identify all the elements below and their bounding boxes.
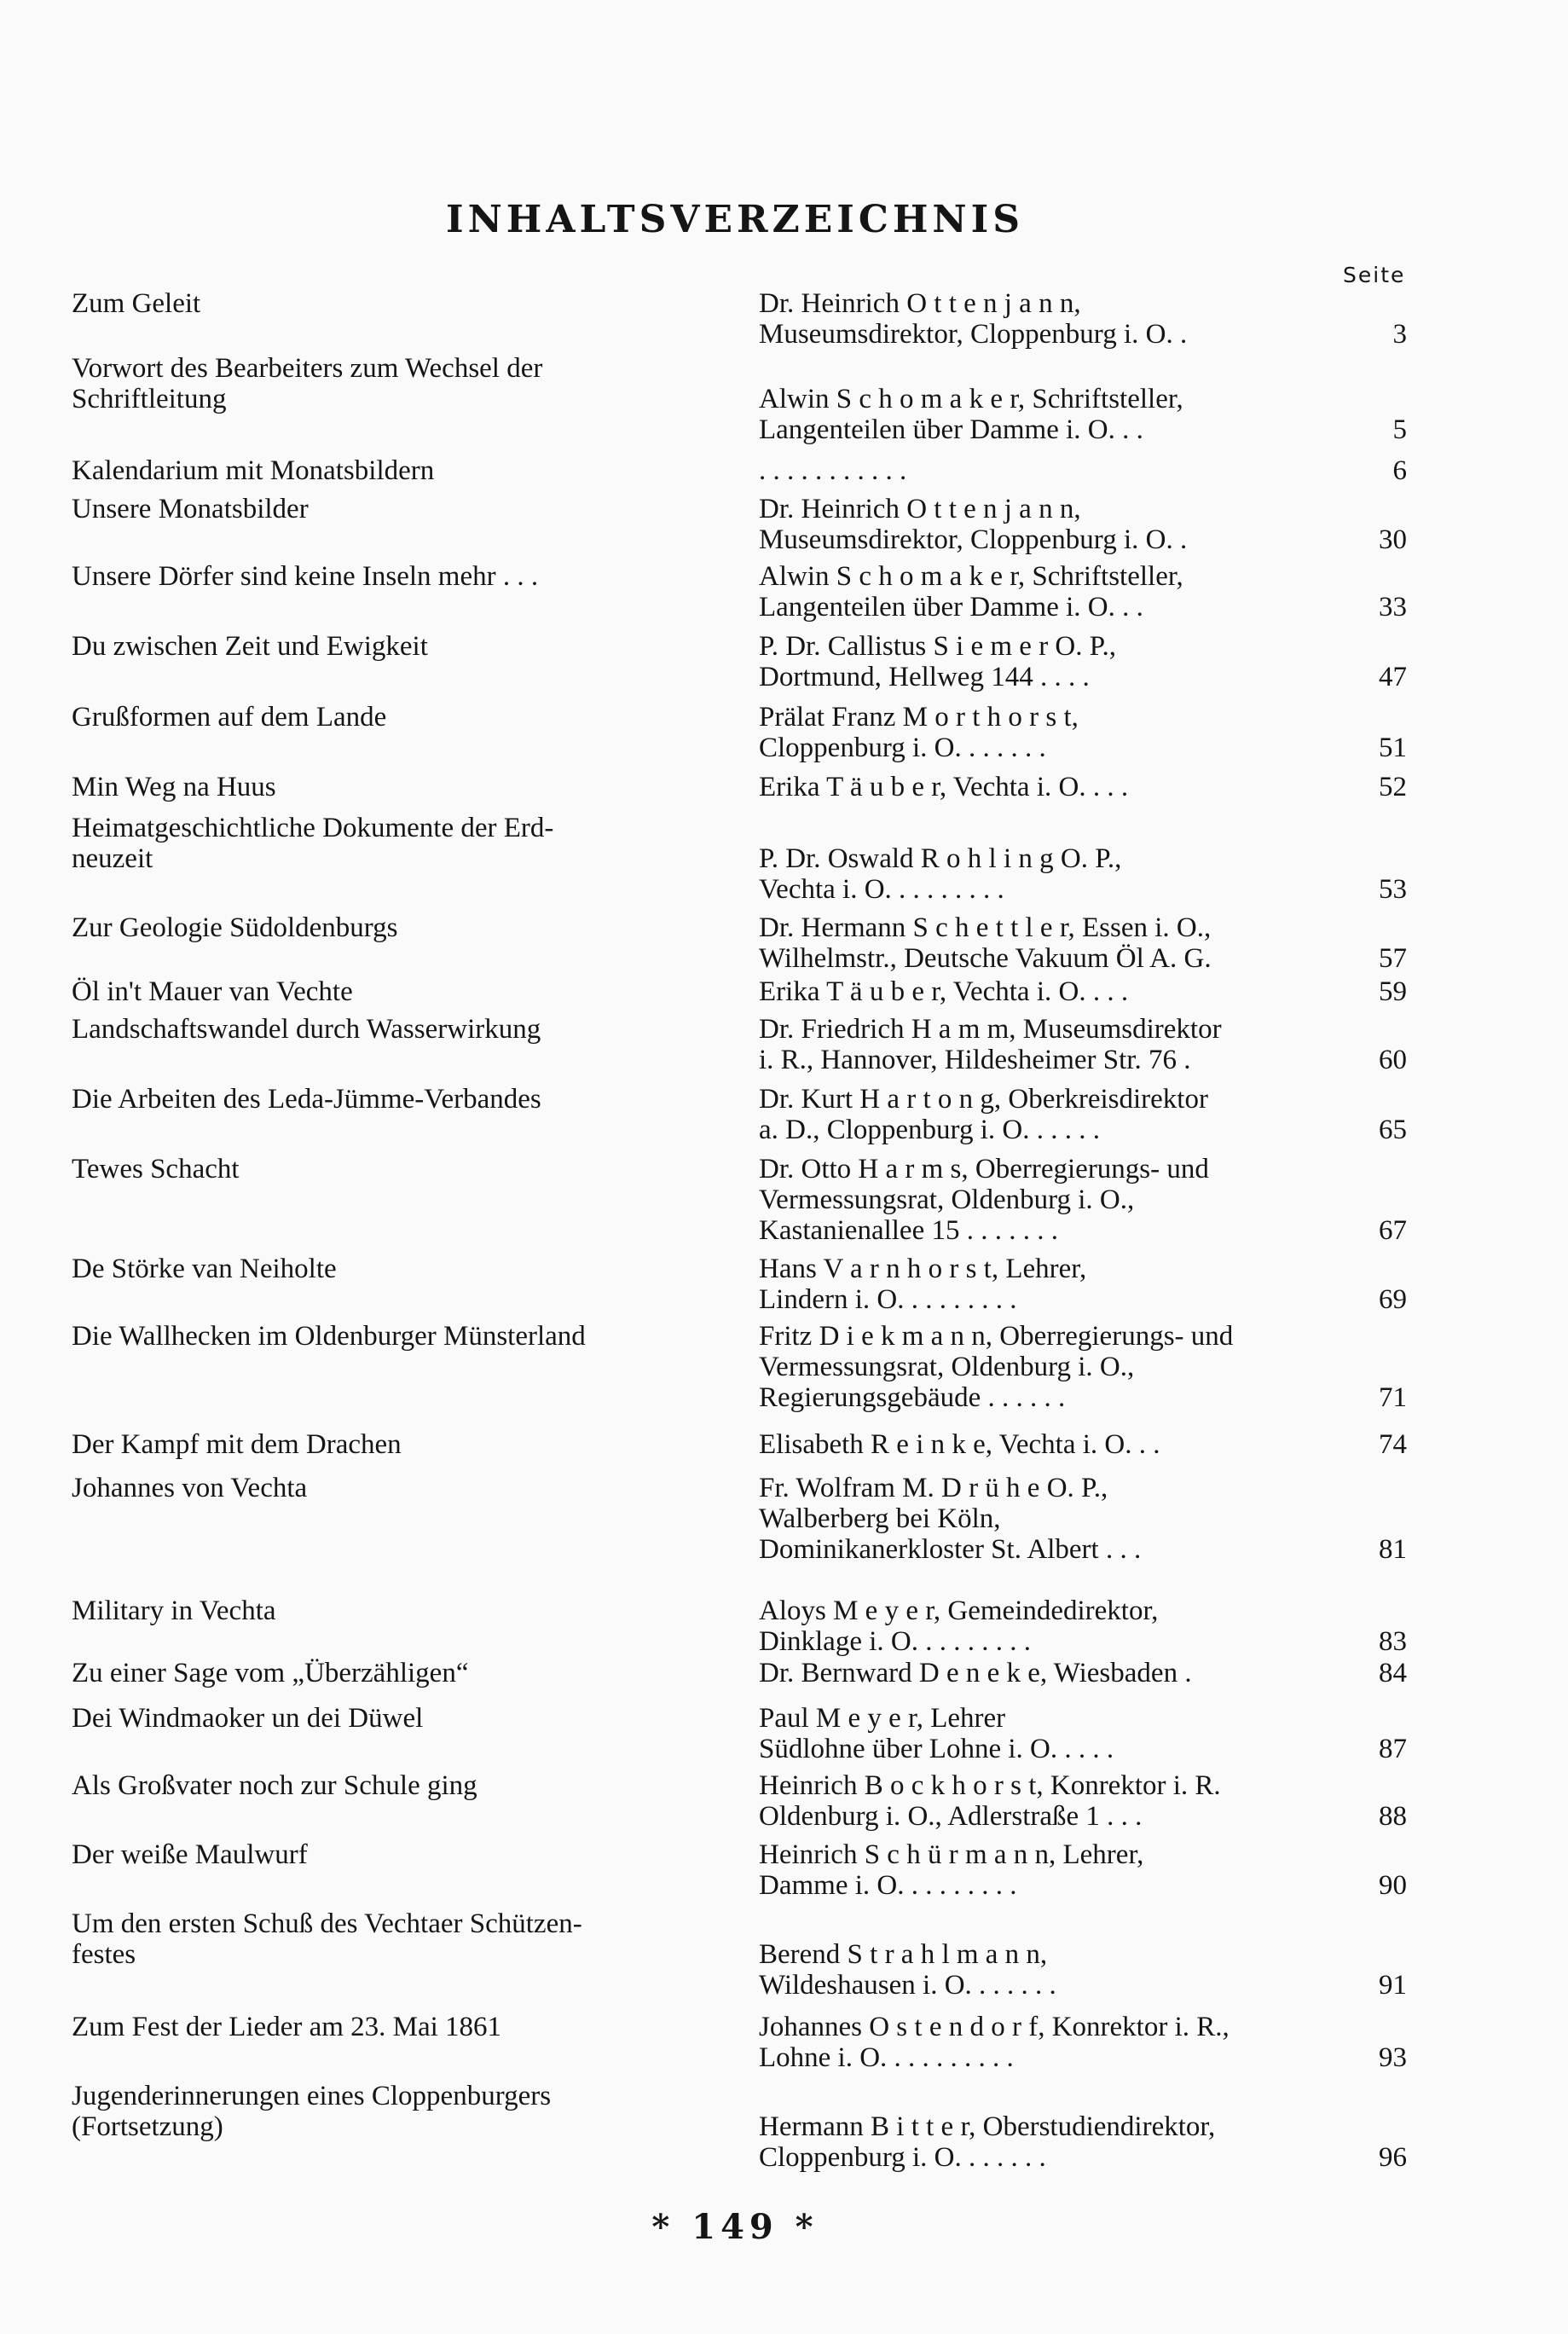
- entry-author-line: Paul M e y e r, Lehrer: [759, 1703, 1006, 1734]
- entry-author-line: Museumsdirektor, Cloppenburg i. O. .: [759, 524, 1188, 555]
- entry-author-line: Dortmund, Hellweg 144 . . . .: [759, 662, 1090, 692]
- entry-title: [72, 2081, 728, 2142]
- entry-author-line: Heinrich B o c k h o r s t, Konrektor i. R.: [759, 1770, 1221, 1801]
- entry-page-number: 30: [1379, 524, 1407, 555]
- entry-author-line: P. Dr. Oswald R o h l i n g O. P.,: [759, 843, 1122, 874]
- entry-author: [759, 1429, 1347, 1460]
- entry-title-line: Tewes Schacht: [72, 1154, 240, 1184]
- entry-author-line: Damme i. O. . . . . . . . .: [759, 1870, 1017, 1901]
- entry-title: [72, 1908, 728, 1970]
- page-column-label: Seite: [1343, 263, 1406, 287]
- entry-author: [759, 976, 1347, 1007]
- entry-author: [759, 1084, 1347, 1145]
- entry-title: [72, 1658, 728, 1688]
- entry-title-line: Um den ersten Schuß des Vechtaer Schützen-: [72, 1908, 582, 1939]
- entry-author-line: [759, 2081, 1347, 2111]
- entry-author-line: Hans V a r n h o r s t, Lehrer,: [759, 1254, 1087, 1284]
- entry-title: [72, 494, 728, 524]
- entry-title: [72, 1254, 728, 1284]
- entry-title-line: Kalendarium mit Monatsbildern: [72, 455, 435, 486]
- entry-author: [759, 353, 1347, 445]
- page-title: INHALTSVERZEICHNIS: [445, 198, 1025, 241]
- entry-title-line: Military in Vechta: [72, 1596, 276, 1626]
- entry-title-line: Grußformen auf dem Lande: [72, 702, 387, 733]
- entry-author: [759, 1154, 1347, 1246]
- entry-author: [759, 631, 1347, 692]
- entry-title: [72, 1154, 728, 1184]
- entry-title: [72, 561, 728, 592]
- entry-page-number: 53: [1379, 874, 1407, 905]
- entry-title-line: festes: [72, 1939, 136, 1970]
- entry-title: [72, 772, 728, 802]
- entry-author-line: Kastanienallee 15 . . . . . . .: [759, 1215, 1058, 1246]
- entry-author: [759, 772, 1347, 802]
- entry-author-line: Fritz D i e k m a n n, Oberregierungs- und: [759, 1321, 1234, 1352]
- entry-page-number: 57: [1379, 943, 1407, 974]
- entry-title: [72, 288, 728, 319]
- entry-title-line: Zur Geologie Südoldenburgs: [72, 912, 398, 943]
- entry-page-number: 90: [1379, 1870, 1407, 1901]
- entry-author-line: Walberberg bei Köln,: [759, 1503, 1001, 1534]
- entry-title: [72, 912, 728, 943]
- entry-author-line: Dr. Otto H a r m s, Oberregierungs- und: [759, 1154, 1209, 1184]
- entry-author: [759, 1473, 1347, 1565]
- entry-title-line: Unsere Dörfer sind keine Inseln mehr . . .: [72, 561, 539, 592]
- entry-title: [72, 1084, 728, 1115]
- entry-author-line: Dr. Friedrich H a m m, Museumsdirektor: [759, 1014, 1222, 1045]
- entry-author-line: Langenteilen über Damme i. O. . .: [759, 414, 1143, 445]
- entry-page-number: 67: [1379, 1215, 1407, 1246]
- entry-page-number: 84: [1379, 1658, 1407, 1688]
- entry-page-number: 47: [1379, 662, 1407, 692]
- entry-author-line: Dr. Heinrich O t t e n j a n n,: [759, 288, 1081, 319]
- entry-author-line: [759, 1908, 1347, 1939]
- entry-title: [72, 976, 728, 1007]
- entry-author: [759, 813, 1347, 905]
- entry-author-line: Wilhelmstr., Deutsche Vakuum Öl A. G.: [759, 943, 1212, 974]
- entry-title: [72, 813, 728, 874]
- entry-author-line: Lohne i. O. . . . . . . . . .: [759, 2042, 1014, 2073]
- entry-author-line: Dr. Bernward D e n e k e, Wiesbaden .: [759, 1658, 1192, 1688]
- entry-author: [759, 1839, 1347, 1901]
- entry-title: [72, 2012, 728, 2042]
- entry-title-line: Die Wallhecken im Oldenburger Münsterland: [72, 1321, 586, 1352]
- entry-author-line: Langenteilen über Damme i. O. . .: [759, 592, 1143, 623]
- entry-author-line: Südlohne über Lohne i. O. . . . .: [759, 1734, 1114, 1764]
- entry-author-line: Wildeshausen i. O. . . . . . .: [759, 1970, 1056, 2001]
- entry-author-line: Fr. Wolfram M. D r ü h e O. P.,: [759, 1473, 1108, 1503]
- entry-page-number: 88: [1379, 1801, 1407, 1832]
- entry-author-line: Erika T ä u b e r, Vechta i. O. . . .: [759, 772, 1129, 802]
- entry-author-line: Heinrich S c h ü r m a n n, Lehrer,: [759, 1839, 1144, 1870]
- entry-title-line: Der weiße Maulwurf: [72, 1839, 308, 1870]
- entry-title-line: Zu einer Sage vom „Überzähligen“: [72, 1658, 469, 1688]
- entry-title: [72, 1473, 728, 1503]
- entry-title: [72, 1429, 728, 1460]
- entry-author-line: Johannes O s t e n d o r f, Konrektor i. R.,: [759, 2012, 1230, 2042]
- entry-title: [72, 455, 728, 486]
- entry-page-number: 69: [1379, 1284, 1407, 1315]
- entry-page-number: 59: [1379, 976, 1407, 1007]
- entry-page-number: 96: [1379, 2142, 1407, 2173]
- entry-title-line: Johannes von Vechta: [72, 1473, 308, 1503]
- entry-title-line: Jugenderinnerungen eines Cloppenburgers: [72, 2081, 552, 2111]
- entry-page-number: 74: [1379, 1429, 1407, 1460]
- entry-author-line: . . . . . . . . . . .: [759, 455, 907, 486]
- entry-page-number: 33: [1379, 592, 1407, 623]
- entry-page-number: 87: [1379, 1734, 1407, 1764]
- entry-author-line: Vermessungsrat, Oldenburg i. O.,: [759, 1352, 1135, 1382]
- entry-author-line: Dominikanerkloster St. Albert . . .: [759, 1534, 1142, 1565]
- entry-author: [759, 1908, 1347, 2001]
- entry-title: [72, 1703, 728, 1734]
- entry-author-line: P. Dr. Callistus S i e m e r O. P.,: [759, 631, 1116, 662]
- entry-title: [72, 631, 728, 662]
- entry-page-number: 65: [1379, 1115, 1407, 1145]
- entry-title-line: Dei Windmaoker un dei Düwel: [72, 1703, 424, 1734]
- entry-page-number: 71: [1379, 1382, 1407, 1413]
- entry-page-number: 60: [1379, 1045, 1407, 1075]
- entry-page-number: 91: [1379, 1970, 1407, 2001]
- entry-title: [72, 1770, 728, 1801]
- entry-title-line: Der Kampf mit dem Drachen: [72, 1429, 402, 1460]
- entry-author: [759, 1596, 1347, 1657]
- entry-title-line: Du zwischen Zeit und Ewigkeit: [72, 631, 428, 662]
- entry-author: [759, 288, 1347, 350]
- entry-title-line: Unsere Monatsbilder: [72, 494, 309, 524]
- entry-title: [72, 1014, 728, 1045]
- entry-title-line: Die Arbeiten des Leda-Jümme-Verbandes: [72, 1084, 541, 1115]
- entry-author: [759, 2012, 1347, 2073]
- entry-page-number: 81: [1379, 1534, 1407, 1565]
- entry-title-line: Als Großvater noch zur Schule ging: [72, 1770, 477, 1801]
- entry-title: [72, 353, 728, 414]
- entry-page-number: 5: [1392, 414, 1407, 445]
- entry-title: [72, 1839, 728, 1870]
- entry-author-line: [759, 813, 1347, 843]
- entry-author-line: Regierungsgebäude . . . . . .: [759, 1382, 1066, 1413]
- entry-page-number: 83: [1379, 1626, 1407, 1657]
- entry-author-line: Lindern i. O. . . . . . . . .: [759, 1284, 1017, 1315]
- entry-author: [759, 1321, 1347, 1413]
- entry-title: [72, 702, 728, 733]
- entry-author: [759, 1254, 1347, 1315]
- entry-title-line: Landschaftswandel durch Wasserwirkung: [72, 1014, 541, 1045]
- entry-page-number: 52: [1379, 772, 1407, 802]
- entry-author-line: Alwin S c h o m a k e r, Schriftsteller,: [759, 561, 1183, 592]
- entry-title-line: neuzeit: [72, 843, 153, 874]
- page-number: * 149 *: [651, 2207, 819, 2247]
- entry-author-line: Dr. Heinrich O t t e n j a n n,: [759, 494, 1081, 524]
- entry-author-line: i. R., Hannover, Hildesheimer Str. 76 .: [759, 1045, 1191, 1075]
- entry-author-line: a. D., Cloppenburg i. O. . . . . .: [759, 1115, 1100, 1145]
- entry-title: [72, 1321, 728, 1352]
- entry-title-line: Min Weg na Huus: [72, 772, 276, 802]
- entry-author-line: [759, 353, 1347, 384]
- entry-author-line: Erika T ä u b e r, Vechta i. O. . . .: [759, 976, 1129, 1007]
- entry-page-number: 51: [1379, 733, 1407, 763]
- entry-title-line: Zum Fest der Lieder am 23. Mai 1861: [72, 2012, 502, 2042]
- entry-author-line: Alwin S c h o m a k e r, Schriftsteller,: [759, 384, 1183, 414]
- entry-author-line: Cloppenburg i. O. . . . . . .: [759, 733, 1046, 763]
- entry-page-number: 93: [1379, 2042, 1407, 2073]
- entry-author-line: Elisabeth R e i n k e, Vechta i. O. . .: [759, 1429, 1160, 1460]
- entry-author: [759, 1658, 1347, 1688]
- entry-author-line: Hermann B i t t e r, Oberstudiendirektor,: [759, 2111, 1216, 2142]
- entry-author: [759, 561, 1347, 623]
- entry-author-line: Dr. Kurt H a r t o n g, Oberkreisdirektor: [759, 1084, 1208, 1115]
- entry-title: [72, 1596, 728, 1626]
- entry-author-line: Museumsdirektor, Cloppenburg i. O. .: [759, 319, 1188, 350]
- entry-author: [759, 912, 1347, 974]
- entry-author-line: Oldenburg i. O., Adlerstraße 1 . . .: [759, 1801, 1143, 1832]
- entry-title-line: Heimatgeschichtliche Dokumente der Erd-: [72, 813, 554, 843]
- entry-author-line: Cloppenburg i. O. . . . . . .: [759, 2142, 1046, 2173]
- entry-author: [759, 455, 1347, 486]
- entry-page-number: 3: [1392, 319, 1407, 350]
- entry-author-line: Berend S t r a h l m a n n,: [759, 1939, 1048, 1970]
- entry-title-line: Schriftleitung: [72, 384, 227, 414]
- entry-author-line: Dr. Hermann S c h e t t l e r, Essen i. O.,: [759, 912, 1212, 943]
- entry-title-line: Vorwort des Bearbeiters zum Wechsel der: [72, 353, 543, 384]
- entry-author: [759, 494, 1347, 555]
- entry-page-number: 6: [1392, 455, 1407, 486]
- entry-author-line: Aloys M e y e r, Gemeindedirektor,: [759, 1596, 1159, 1626]
- entry-title-line: Zum Geleit: [72, 288, 201, 319]
- entry-author: [759, 2081, 1347, 2173]
- entry-author-line: Vechta i. O. . . . . . . . .: [759, 874, 1004, 905]
- entry-author: [759, 702, 1347, 763]
- entry-author-line: Prälat Franz M o r t h o r s t,: [759, 702, 1079, 733]
- entry-author: [759, 1770, 1347, 1832]
- entry-author-line: Vermessungsrat, Oldenburg i. O.,: [759, 1184, 1135, 1215]
- entry-author-line: Dinklage i. O. . . . . . . . .: [759, 1626, 1031, 1657]
- entry-title-line: Öl in't Mauer van Vechte: [72, 976, 353, 1007]
- entry-author: [759, 1014, 1347, 1075]
- entry-title-line: (Fortsetzung): [72, 2111, 223, 2142]
- entry-title-line: De Störke van Neiholte: [72, 1254, 337, 1284]
- entry-author: [759, 1703, 1347, 1764]
